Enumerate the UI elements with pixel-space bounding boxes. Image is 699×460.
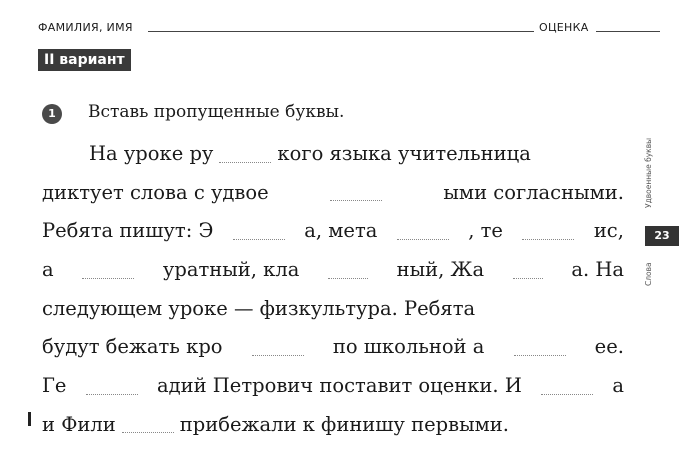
blank-gap[interactable] xyxy=(514,335,566,356)
text-fragment: Ге xyxy=(42,374,67,398)
text-fragment: а xyxy=(42,258,54,282)
grade-label: ОЦЕНКА xyxy=(539,21,589,34)
section-title-vertical: Удвоенные буквы xyxy=(644,137,653,208)
blank-gap[interactable] xyxy=(328,258,368,279)
text-line-2 xyxy=(42,181,624,220)
text-line-1 xyxy=(42,142,624,181)
page-edge-mark xyxy=(28,412,31,426)
text-fragment: адий Петрович поставит оценки. И xyxy=(156,374,522,398)
blank-gap[interactable] xyxy=(86,374,138,395)
text-fragment: ыми согласными. xyxy=(443,180,624,204)
name-label: ФАМИЛИЯ, ИМЯ xyxy=(38,21,133,34)
text-fragment: Ребята пишут: Э xyxy=(42,219,214,243)
text-fragment: следующем уроке — физкультура. Ребята xyxy=(42,296,476,320)
text-fragment: ис, xyxy=(593,219,624,243)
text-line-7 xyxy=(42,374,624,413)
text-fragment: по школьной а xyxy=(332,335,485,359)
name-field-line[interactable] xyxy=(148,31,534,32)
text-fragment: На уроке ру xyxy=(89,142,214,165)
grade-field-line[interactable] xyxy=(596,31,660,32)
text-line-3 xyxy=(42,219,624,258)
text-fragment: а xyxy=(612,374,624,398)
text-fragment: будут бежать кро xyxy=(42,335,223,359)
variant-badge: II вариант xyxy=(38,49,131,71)
blank-gap[interactable] xyxy=(233,219,285,240)
side-margin xyxy=(643,120,665,295)
text-fragment: кого языка учительница xyxy=(277,142,531,165)
blank-gap[interactable] xyxy=(397,219,449,240)
text-fragment: диктует слова с удвое xyxy=(42,180,269,204)
text-fragment: , те xyxy=(468,219,503,243)
page-number-tab: 23 xyxy=(645,226,679,246)
text-fragment: и Фили xyxy=(42,412,116,436)
text-line-4 xyxy=(42,258,624,297)
text-fragment: ный, Жа xyxy=(396,258,485,282)
section-subtitle-vertical: Слова xyxy=(644,262,653,286)
text-line-5 xyxy=(42,297,624,336)
blank-gap[interactable] xyxy=(541,374,593,395)
blank-gap[interactable] xyxy=(122,413,174,434)
text-line-6 xyxy=(42,335,624,374)
blank-gap[interactable] xyxy=(219,142,271,163)
text-fragment: прибежали к финишу первыми. xyxy=(179,412,509,436)
text-line-8 xyxy=(42,413,624,452)
task-instruction: Вставь пропущенные буквы. xyxy=(88,102,345,122)
text-fragment: ее. xyxy=(594,335,624,359)
blank-gap[interactable] xyxy=(522,219,574,240)
student-header xyxy=(38,18,622,36)
text-fragment: а, мета xyxy=(304,219,378,243)
blank-gap[interactable] xyxy=(252,335,304,356)
text-fragment: а. На xyxy=(571,258,624,282)
task-number-badge: 1 xyxy=(42,104,62,124)
exercise-text xyxy=(42,142,624,452)
blank-gap[interactable] xyxy=(513,258,543,279)
blank-gap[interactable] xyxy=(82,258,134,279)
text-fragment: уратный, кла xyxy=(162,258,300,282)
blank-gap[interactable] xyxy=(330,181,382,202)
